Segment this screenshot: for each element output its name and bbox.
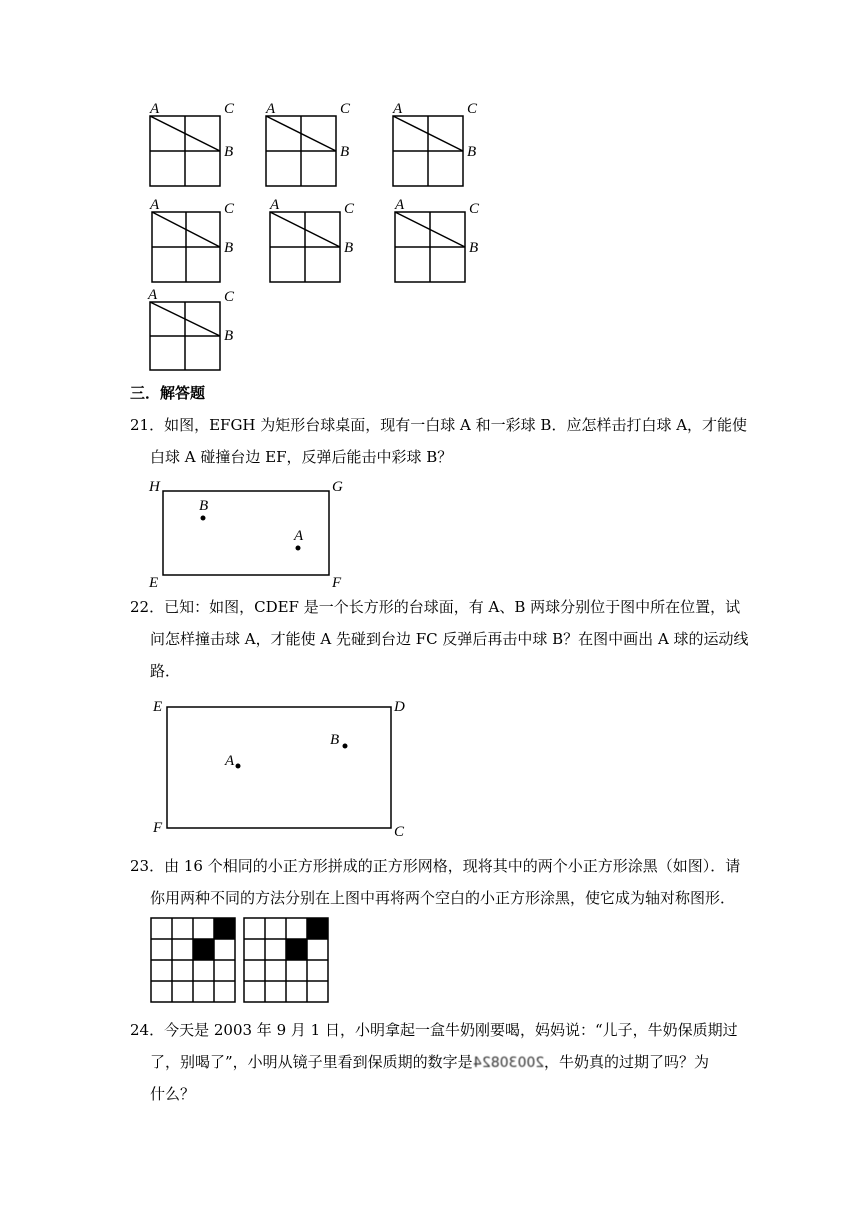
label-c: C xyxy=(224,201,235,217)
square-grid-1 xyxy=(150,917,238,1005)
label-a: A xyxy=(148,287,158,303)
question-text: 今天是 2003 年 9 月 1 日，小明拿起一盒牛奶刚要喝，妈妈说：“儿子，牛奶保质期过 xyxy=(164,1021,738,1039)
mirror-date-image: 20030824 xyxy=(472,1055,544,1071)
label-a: A xyxy=(393,101,403,117)
label-a: A xyxy=(150,101,160,117)
label-b: B xyxy=(467,144,477,160)
label-b: B xyxy=(330,732,340,748)
label-a: A xyxy=(266,101,276,117)
label-f: F xyxy=(153,820,163,836)
label-f: F xyxy=(332,575,342,590)
billiard-table-figure-22 xyxy=(145,695,415,840)
label-c: C xyxy=(224,101,235,117)
label-c: C xyxy=(467,101,478,117)
question-number: 21． xyxy=(130,416,165,434)
question-22-line-1 xyxy=(130,597,740,617)
ball-a xyxy=(296,546,301,551)
label-b: B xyxy=(469,240,479,256)
grid-figure-7 xyxy=(140,284,250,374)
question-number: 24． xyxy=(130,1021,165,1039)
grid-figure-1 xyxy=(140,100,250,190)
label-e: E xyxy=(153,699,163,715)
label-b: B xyxy=(224,328,234,344)
label-e: E xyxy=(149,575,159,590)
question-24-line-3: 什么？ xyxy=(150,1085,196,1103)
question-23-line-2: 你用两种不同的方法分别在上图中再将两个空白的小正方形涂黑，使它成为轴对称图形． xyxy=(150,889,736,907)
grid-figure-6 xyxy=(385,196,495,286)
label-a: A xyxy=(270,197,280,213)
question-23-line-1 xyxy=(130,856,740,876)
label-g: G xyxy=(332,479,343,495)
question-21-line-1 xyxy=(130,415,747,435)
question-21-line-2: 白球 A 碰撞台边 EF，反弹后能击中彩球 B？ xyxy=(150,448,453,466)
question-24-line-1 xyxy=(130,1020,738,1040)
label-b: B xyxy=(340,144,350,160)
billiard-table-figure-21 xyxy=(145,475,355,590)
label-a: A xyxy=(150,197,160,213)
label-c: C xyxy=(344,201,355,217)
grid-figure-5 xyxy=(260,196,370,286)
ball-b xyxy=(201,516,206,521)
label-a: A xyxy=(294,528,304,544)
question-text-a: 了，别喝了”，小明从镜子里看到保质期的数字是 xyxy=(150,1053,473,1071)
question-text-b: ，牛奶真的过期了吗？为 xyxy=(543,1053,709,1071)
label-b: B xyxy=(199,498,209,514)
label-a: A xyxy=(225,753,235,769)
question-text: 如图，EFGH 为矩形台球桌面，现有一白球 A 和一彩球 B．应怎样击打白球 A，才能使 xyxy=(164,416,748,434)
question-22-line-3: 路． xyxy=(150,662,181,680)
question-24-line-2 xyxy=(150,1052,709,1073)
ball-b xyxy=(343,744,348,749)
label-a: A xyxy=(395,197,405,213)
label-c: C xyxy=(224,289,235,305)
question-number: 22． xyxy=(130,598,165,616)
label-d: D xyxy=(394,699,405,715)
label-b: B xyxy=(224,240,234,256)
label-c: C xyxy=(340,101,351,117)
label-h: H xyxy=(149,479,160,495)
question-text: 已知：如图，CDEF 是一个长方形的台球面，有 A、B 两球分别位于图中所在位置，试 xyxy=(164,598,741,616)
label-b: B xyxy=(344,240,354,256)
grid-figure-3 xyxy=(383,100,493,190)
grid-figure-4 xyxy=(142,196,252,286)
question-22-line-2: 问怎样撞击球 A，才能使 A 先碰到台边 FC 反弹后再击中球 B？在图中画出 A 球的运动线 xyxy=(150,630,749,648)
ball-a xyxy=(236,764,241,769)
label-b: B xyxy=(224,144,234,160)
question-text: 由 16 个相同的小正方形拼成的正方形网格，现将其中的两个小正方形涂黑（如图）．请 xyxy=(164,857,741,875)
label-c: C xyxy=(469,201,480,217)
question-number: 23． xyxy=(130,857,165,875)
square-grid-2 xyxy=(243,917,331,1005)
section-title: 三．解答题 xyxy=(130,384,206,402)
grid-figure-2 xyxy=(256,100,366,190)
label-c: C xyxy=(394,824,405,840)
